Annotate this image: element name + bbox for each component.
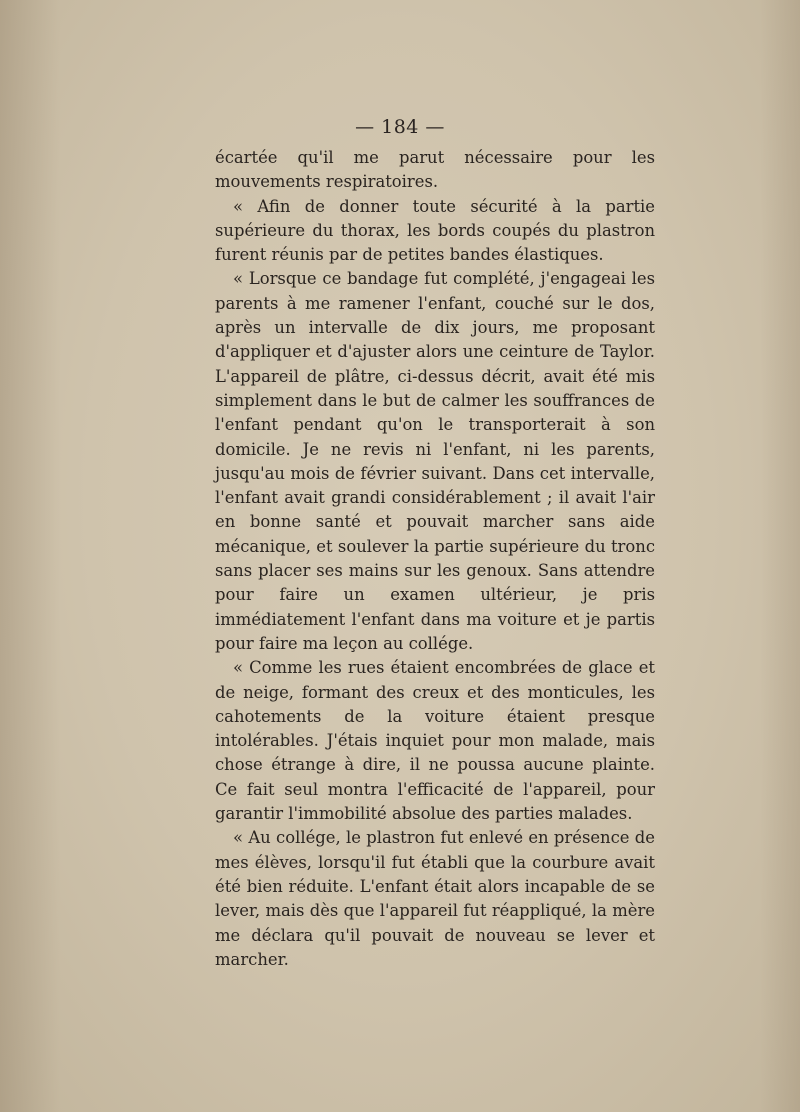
paragraph-5: « Au collége, le plastron fut enlevé en présence de mes élèves, lorsqu'il fut établi que la courbure avait été bien réduite. L'enfant était alors incapable de se lever, mais dès que l'appareil fut réappliqué, la mère me déclara qu'il pouvait de nouveau se lever et marcher. (215, 828, 655, 969)
paragraph-3: « Lorsque ce bandage fut complété, j'engageai les parents à me ramener l'enfant, couché sur le dos, après un intervalle de dix jours, me proposant d'appliquer et d'ajuster alors une ceinture de Taylor. L'appareil de plâtre, ci-dessus décrit, avait été mis simplement dans le but de calmer les souffrances de l'enfant pendant qu'on le transporterait à son domicile. Je ne revis ni l'enfant, ni les parents, jusqu'au mois de février suivant. Dans cet intervalle, l'enfant avait grandi considérablement ; il avait l'air en bonne santé et pouvait marcher sans aide mécanique, et soulever la partie supérieure du tronc sans placer ses mains sur les genoux. Sans attendre pour faire un examen ultérieur, je pris immédiatement l'enfant dans ma voiture et je partis pour faire ma leçon au collége. (215, 269, 655, 653)
page-edge-shadow-left (0, 0, 60, 1112)
paragraph-4: « Comme les rues étaient encombrées de glace et de neige, formant des creux et des monticules, les cahotements de la voiture étaient presque intolérables. J'étais inquiet pour mon malade, mais chose étrange à dire, il ne poussa aucune plainte. Ce fait seul montra l'efficacité de l'appareil, pour garantir l'immobilité absolue des parties malades. (215, 658, 655, 824)
paragraph-2: « Afin de donner toute sécurité à la partie supérieure du thorax, les bords coupés du plastron furent réunis par de petites bandes élastiques. (215, 196, 655, 265)
paragraph-1: écartée qu'il me parut nécessaire pour les mouvements respiratoires. (215, 148, 655, 192)
body-text (215, 146, 655, 972)
page-number: — 184 — (355, 116, 445, 138)
page-edge-shadow-right (760, 0, 800, 1112)
